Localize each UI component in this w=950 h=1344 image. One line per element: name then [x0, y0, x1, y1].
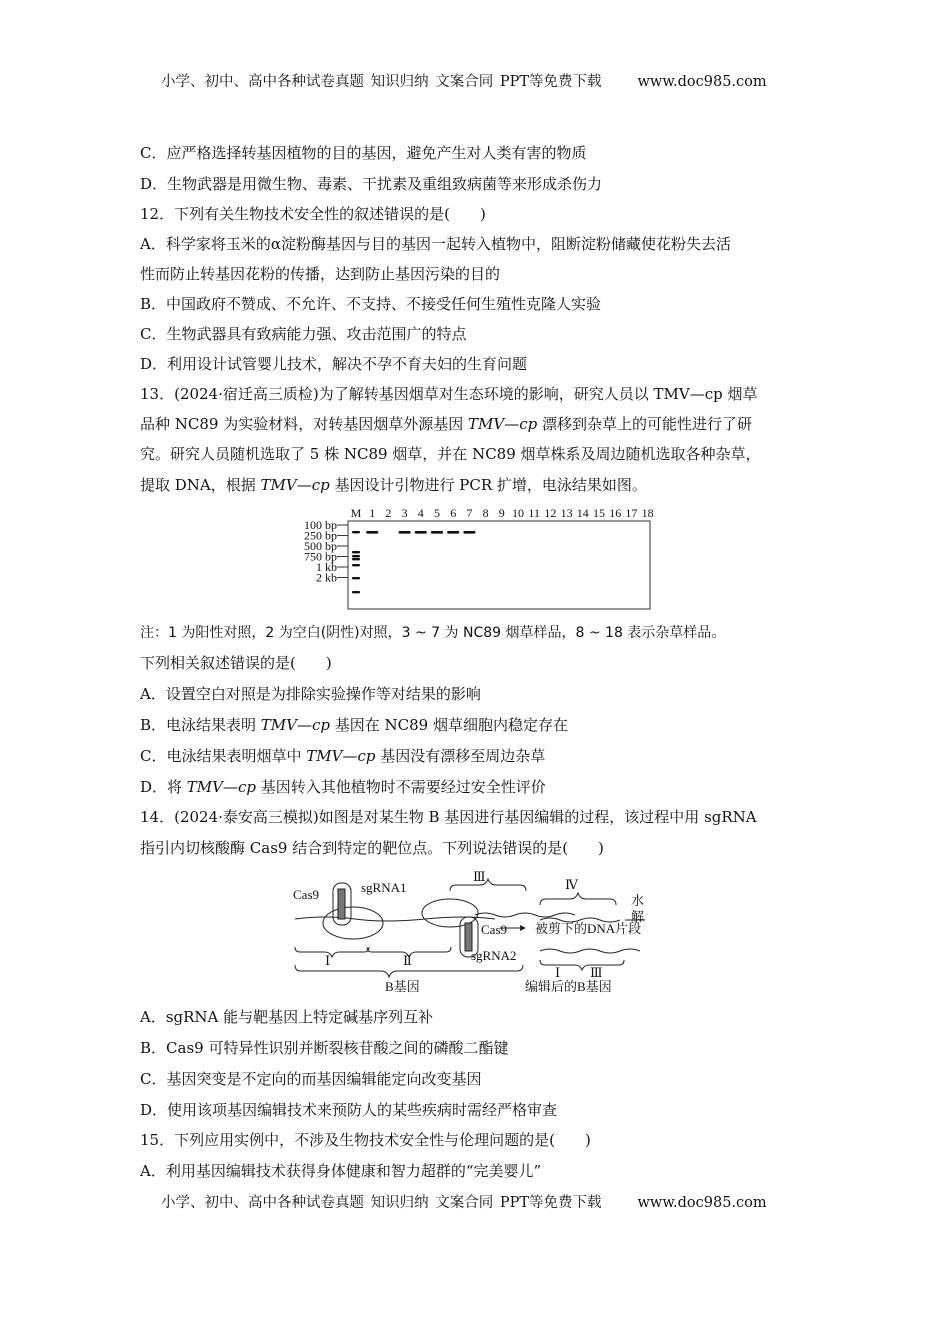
label-edited-i: Ⅰ	[555, 965, 561, 980]
q13-ask: 下列相关叙述错误的是( )	[140, 654, 332, 672]
q13-option-c	[140, 746, 545, 766]
label-cas9: Cas9	[293, 887, 319, 902]
lane-label: M	[350, 506, 362, 520]
q12-option-a-cont: 性而防止转基因花粉的传播，达到防止基因污染的目的	[140, 265, 501, 283]
brace-iv	[540, 893, 616, 905]
edited-gene-strand	[540, 949, 640, 953]
gene-name: TMV—cp	[306, 747, 376, 765]
q13-stem-line1: 13．(2024·宿迁高三质检)为了解转基因烟草对生态环境的影响，研究人员以 TMV—cp 烟草	[140, 385, 758, 403]
footer-text: 小学、初中、高中各种试卷真题 知识归纳 文案合同 PPT等免费下载	[161, 1195, 602, 1211]
lane-label: 7	[466, 506, 473, 520]
text: 提取 DNA，根据	[140, 476, 261, 494]
sample-band-lane-6	[447, 531, 459, 534]
lane-label: 4	[417, 506, 424, 520]
q12-option-c: C．生物武器具有致病能力强、攻击范围广的特点	[140, 325, 467, 343]
q13-stem-line3: 究。研究人员随机选取了 5 株 NC89 烟草，并在 NC89 烟草株系及周边随机选取各种杂草，	[140, 445, 761, 463]
gene-name: TMV—cp	[468, 415, 538, 433]
ladder-band	[352, 577, 360, 579]
lane-label: 3	[401, 506, 408, 520]
sample-band-lane-3	[399, 531, 411, 534]
lane-label: 11	[528, 506, 540, 520]
text: 基因转入其他植物时不需要经过安全性评价	[256, 778, 546, 796]
cas9-complex-1	[323, 907, 383, 939]
ladder-band	[352, 558, 360, 560]
lane-label: 15	[593, 506, 605, 520]
sgrna2-bar	[465, 923, 472, 951]
sample-band-lane-7	[463, 531, 475, 534]
ladder-band	[352, 551, 360, 553]
label-region-iii: Ⅲ	[473, 869, 486, 884]
q13-stem-line2	[140, 414, 752, 434]
label-hydrolysis-2: 解	[631, 909, 645, 924]
page-header	[161, 70, 767, 91]
label-sgrna2: sgRNA2	[471, 948, 517, 963]
lane-label: 9	[498, 506, 505, 520]
q11-option-d: D．生物武器是用微生物、毒素、干扰素及重组致病菌等来形成杀伤力	[140, 175, 603, 193]
marker-label: 250 bp	[304, 528, 337, 543]
ladder-band	[352, 531, 360, 533]
label-cas9-2: Cas9	[481, 922, 507, 937]
q12-stem: 12．下列有关生物技术安全性的叙述错误的是( )	[140, 205, 486, 223]
marker-label: 500 bp	[304, 539, 337, 553]
electrophoresis-gel-figure	[290, 500, 660, 615]
label-sgrna1: sgRNA1	[361, 880, 407, 895]
header-text: 小学、初中、高中各种试卷真题 知识归纳 文案合同 PPT等免费下载	[161, 74, 602, 90]
label-hydrolysis-1: 水	[631, 893, 645, 908]
text: 品种 NC89 为实验材料，对转基因烟草外源基因	[140, 415, 468, 433]
brace-iii-top	[450, 879, 526, 891]
brace-i	[295, 947, 369, 957]
lane-label: 2	[385, 506, 392, 520]
gene-name: TMV—cp	[260, 716, 330, 734]
gel-frame	[348, 521, 650, 609]
lane-label: 1	[369, 506, 376, 520]
text: 基因在 NC89 烟草细胞内稳定存在	[330, 716, 568, 734]
footer-url[interactable]: www.doc985.com	[637, 1195, 767, 1211]
text: 漂移到杂草上的可能性进行了研	[537, 415, 752, 433]
lane-label: 13	[560, 506, 573, 520]
lane-label: 16	[609, 506, 622, 520]
sample-band-lane-5	[431, 531, 443, 534]
q14-option-a: A．sgRNA 能与靶基因上特定碱基序列互补	[140, 1008, 434, 1026]
text: B．电泳结果表明	[140, 716, 261, 734]
label-b-gene: B基因	[385, 979, 420, 994]
q12-option-d: D．利用设计试管婴儿技术，解决不孕不育夫妇的生育问题	[140, 355, 528, 373]
text: 基因没有漂移至周边杂草	[375, 747, 546, 765]
gene-editing-diagram	[285, 865, 665, 995]
lane-label: 5	[434, 506, 440, 520]
dna-strand	[475, 913, 575, 917]
q13-option-b	[140, 715, 568, 735]
q14-stem-line1: 14．(2024·泰安高三模拟)如图是对某生物 B 基因进行基因编辑的过程，该过程中用 sgRNA	[140, 808, 757, 826]
page-footer	[161, 1191, 767, 1212]
label-region-i: Ⅰ	[325, 953, 331, 968]
q12-option-a: A．科学家将玉米的α淀粉酶基因与目的基因一起转入植物中，阻断淀粉储藏使花粉失去活	[140, 235, 731, 253]
q15-option-a: A．利用基因编辑技术获得身体健康和智力超群的“完美婴儿”	[140, 1162, 542, 1180]
ladder-band	[352, 591, 360, 593]
q11-option-c: C．应严格选择转基因植物的目的基因，避免产生对人类有害的物质	[140, 144, 587, 162]
lane-label: 12	[544, 506, 557, 520]
q13-figure-note: 注：1 为阳性对照，2 为空白(阴性)对照，3 ~ 7 为 NC89 烟草样品，8 ~ 18 表示杂草样品。	[140, 625, 726, 641]
header-url[interactable]: www.doc985.com	[637, 74, 767, 90]
label-edited-iii: Ⅲ	[590, 965, 603, 980]
q14-option-b: B．Cas9 可特异性识别并断裂核苷酸之间的磷酸二酯键	[140, 1039, 509, 1057]
q13-option-a: A．设置空白对照是为排除实验操作等对结果的影响	[140, 685, 481, 703]
q12-option-b: B．中国政府不赞成、不允许、不支持、不接受任何生殖性克隆人实验	[140, 295, 602, 313]
q14-option-d: D．使用该项基因编辑技术来预防人的某些疾病时需经严格审查	[140, 1101, 558, 1119]
brace-edited	[540, 960, 624, 970]
q15-stem: 15．下列应用实例中，不涉及生物技术安全性与伦理问题的是( )	[140, 1131, 591, 1149]
lane-label: 18	[641, 506, 654, 520]
lane-label: 10	[512, 506, 524, 520]
marker-label: 750 bp	[304, 549, 337, 564]
ladder-band	[352, 555, 360, 557]
q14-stem-line2: 指引内切核酸酶 Cas9 结合到特定的靶位点。下列说法错误的是( )	[140, 839, 604, 857]
sample-band-lane-1	[366, 531, 378, 534]
label-edited-gene: 编辑后的B基因	[525, 979, 612, 994]
lane-label: 8	[482, 506, 489, 520]
marker-label: 100 bp	[304, 518, 337, 532]
lane-label: 14	[576, 506, 589, 520]
label-region-ii: Ⅱ	[403, 953, 412, 968]
text: D．将	[140, 778, 187, 796]
label-region-iv: Ⅳ	[565, 877, 578, 892]
gene-name: TMV—cp	[260, 476, 330, 494]
label-cut-fragment: 被剪下的DNA片段	[535, 921, 642, 936]
lane-label: 6	[450, 506, 457, 520]
sample-band-lane-4	[415, 531, 427, 534]
text: 基因设计引物进行 PCR 扩增，电泳结果如图。	[329, 476, 647, 494]
marker-label: 1 kb	[316, 560, 337, 574]
lane-label: 17	[625, 506, 638, 520]
ladder-band	[352, 564, 360, 566]
marker-label: 2 kb	[316, 570, 337, 585]
gene-name: TMV—cp	[186, 778, 256, 796]
sgrna1-bar	[338, 889, 345, 919]
q13-stem-line4	[140, 475, 647, 495]
text: C．电泳结果表明烟草中	[140, 747, 307, 765]
q14-option-c: C．基因突变是不定向的而基因编辑能定向改变基因	[140, 1070, 482, 1088]
q13-option-d	[140, 777, 546, 797]
